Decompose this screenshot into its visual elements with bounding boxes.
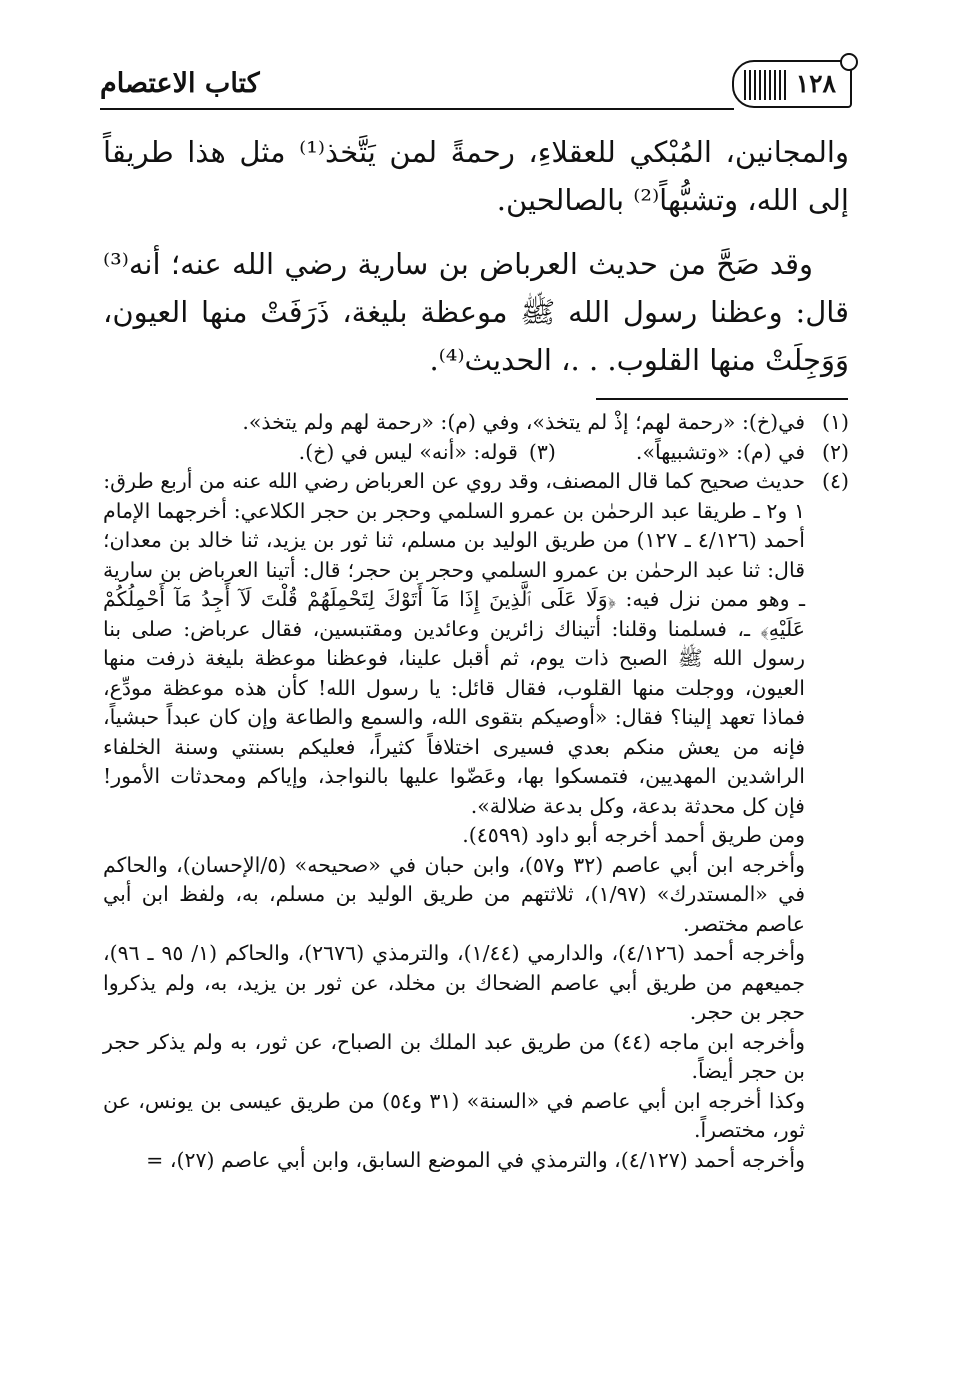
- footnote-4: [103, 467, 849, 497]
- footnote-paragraph: وأخرجه ابن ماجه (٤٤) من طريق عبد الملك بن الصباح، عن ثور، به ولم يذكر حجر بن حجر أيضاً.: [103, 1029, 805, 1083]
- main-paragraph: وقد صَحَّ من حديث العرباض بن سارية رضي الله عنه؛ أنه⁽³⁾ قال: وعظنا رسول الله ﷺ موعظة بليغة، ذَرَفَتْ منها العيون، وَوَجِلَتْ منها القلوب. . .، الحديث⁽⁴⁾.: [103, 247, 849, 377]
- footnote-paragraph: وأخرجه ابن أبي عاصم (٣٢ و٥٧)، وابن حبان في «صحيحه» (٥/الإحسان)، والحاكم في «المستدرك» (١/٩٧)، ثلاثتهم من طريق الوليد بن مسلم، به، ولفظ ابن أبي عاصم مختصر.: [103, 852, 806, 936]
- footnote-number: (٤): [821, 469, 849, 493]
- footnote-paragraph: وأخرجه أحمد (٤/١٢٧)، والترمذي في الموضع السابق، وابن أبي عاصم (٢٧)، =: [146, 1147, 805, 1172]
- footnote-text: في (م): «وتشبيهاً».: [635, 439, 805, 464]
- footnote-text: قوله: «أنه» ليس في (خ).: [298, 439, 518, 464]
- ornament-icon: [744, 70, 788, 100]
- footnote-number: (٢): [821, 439, 849, 464]
- curl-ornament-icon: [840, 53, 858, 71]
- main-text: [103, 128, 849, 384]
- footnote-text: حديث صحيح كما قال المصنف، وقد روي عن العرباض رضي الله عنه من أربع طرق:: [103, 469, 805, 493]
- footnote-paragraph: ١ و٢ ـ طريقا عبد الرحمٰن بن عمرو السلمي وحجر بن حجر الكلاعي: أخرجهما الإمام أحمد (٤/١٢٦ ـ ١٢٧) من طريق الوليد بن مسلم، ثنا ثور بن يزيد، ثنا خالد بن معدان؛ قال: ثنا عبد الرحمٰن بن عمرو السلمي وحجر بن حجر؛ قال: أتينا العرباض بن سارية ـ وهو ممن نزل فيه: ﴿وَلَا عَلَى ٱلَّذِينَ إِذَا مَآ أَتَوْكَ لِتَحْمِلَهُمْ قُلْتَ لَآ أَجِدُ مَآ أَحْمِلُكُمْ عَلَيْهِ﴾ ـ، فسلمنا وقلنا: أتيناك زائرين وعائدين ومقتبسين، فقال عرباض: صلى بنا رسول الله ﷺ الصبح ذات يوم، ثم أقبل علينا، فوعظنا موعظة بليغة ذرفت منها العيون، ووجلت منها القلوب، فقال قائل: يا رسول الله! كأن هذه موعظة مودِّع، فماذا تعهد إلينا؟ فقال: «أوصيكم بتقوى الله، والسمع والطاعة وإن كان عبداً حبشياً، فإنه من يعش منكم بعدي فسيرى اختلافاً كثيراً، فعليكم بسنتي وسنة الخلفاء الراشدين المهديين، فتمسكوا بها، وعَضّوا عليها بالنواجذ، وإياكم ومحدثات الأمور! فإن كل محدثة بدعة، وكل بدعة ضلالة».: [103, 498, 806, 818]
- page-number: ١٢٨: [795, 69, 836, 98]
- footnote-separator: [596, 398, 848, 400]
- footnote-paragraph: ومن طريق أحمد أخرجه أبو داود (٤٥٩٩).: [462, 823, 805, 847]
- footnote-number: (١): [821, 410, 849, 434]
- page-header: [100, 60, 852, 114]
- running-title: كتاب الاعتصام: [100, 68, 260, 99]
- footnotes: [103, 408, 849, 1175]
- footnote-2-3: [103, 438, 849, 468]
- header-rule: [100, 108, 734, 110]
- footnote-text: في(خ): «رحمة لهم؛ إذْ لم يتخذ»، وفي (م): «رحمة لهم ولم يتخذ».: [242, 410, 805, 434]
- footnote-paragraph: وكذا أخرجه ابن أبي عاصم في «السنة» (٣١ و٥٤) من طريق عيسى بن يونس، عن ثور، مختصراً.: [103, 1088, 805, 1142]
- footnote-paragraph: وأخرجه أحمد (٤/١٢٦)، والدارمي (١/٤٤)، والترمذي (٢٦٧٦)، والحاكم (١/ ٩٥ ـ ٩٦)، جميعهم من طريق أبي عاصم الضحاك بن مخلد، عن ثور بن يزيد، به، ولم يذكروا حجر بن حجر.: [103, 941, 805, 1024]
- footnote-number: (٣): [528, 439, 556, 464]
- main-paragraph: والمجانين، المُبْكي للعقلاءِ، رحمةً لمن يَتَّخذ⁽¹⁾ مثل هذا طريقاً إلى الله، وتشبُّهاً⁽²⁾ بالصالحين.: [103, 135, 849, 217]
- footnote-1: [103, 408, 849, 438]
- page-number-box: [732, 60, 852, 108]
